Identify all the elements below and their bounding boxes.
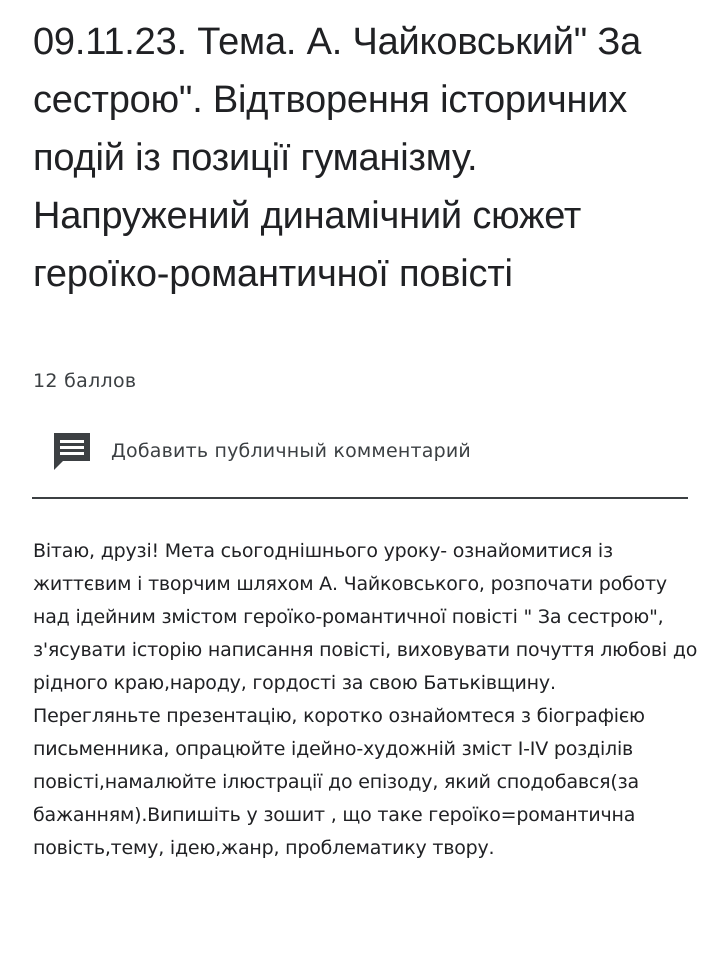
points-label: 12 баллов: [33, 370, 137, 392]
assignment-title: 09.11.23. Тема. А. Чайковський" За сестрою". Відтворення історичних подій із позиції гуманізму. Напружений динамічний сюжет героїко-романтичної повісті: [33, 21, 642, 295]
add-public-comment-button[interactable]: [50, 428, 471, 474]
comment-icon: [50, 430, 94, 472]
assignment-description: Вітаю, друзі! Мета сьогоднішнього уроку- ознайомитися із життєвим і творчим шляхом А. Чайковського, розпочати роботу над ідейним змістом героїко-романтичної повісті " За сестрою", з'ясувати історію написання повісті, виховувати почуття любові до рідного краю,народу, гордості за свою Батьківщину. Перегляньте презентацію, коротко ознайомтеся з біографією письменника, опрацюйте ідейно-художній зміст І-ІV розділів повісті,намалюйте ілюстрації до епізоду, який сподобався(за бажанням).Випишіть у зошит , що таке героїко=романтична повість,тему, ідею,жанр, проблематику твору.: [33, 540, 698, 859]
add-comment-label: Добавить публичный комментарий: [111, 440, 471, 462]
divider: [32, 497, 688, 499]
